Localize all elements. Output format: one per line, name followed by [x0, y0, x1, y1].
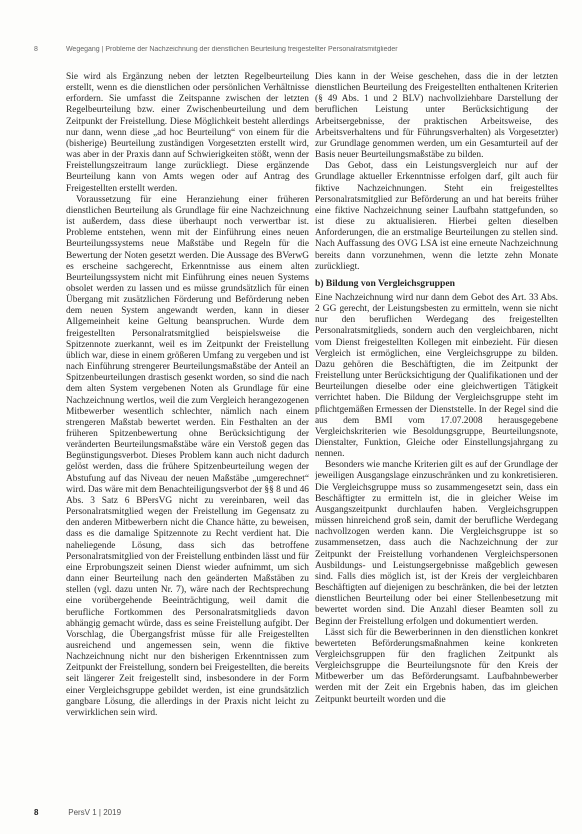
right-paragraph-1: Dies kann in der Weise geschehen, dass die in der letzten dienstlichen Beurteilung des Freigestellten enthaltenen Kriterien (§ 49 Abs. 1 und 2 BLV) nachvollziehbare Darstellung der beruflichen Leistung unter Berücksichtigung der Arbeitsergebnisse, der praktischen Arbeitsweise, des Arbeitsverhaltens und für Führungsverhalten) als Vorgesetzter) zur Grundlage genommen werden, um ein Gesamturteil auf der Basis neuer Beurteilungsmaßstäbe zu bilden.	[315, 72, 558, 161]
right-paragraph-2: Das Gebot, dass ein Leistungsvergleich nur auf der Grundlage aktueller Erkenntnisse erfolgen darf, gilt auch für fiktive Nachzeichnungen. Steht ein freigestelltes Personalratsmitglied zur Beförderung an und hat bereits früher eine fiktive Nachzeichnung seiner Laufbahn stattgefunden, so ist diese zu aktualisieren. Hierbei gelten dieselben Anforderungen, die an erstmalige Beurteilungen zu stellen sind. Nach Auffassung des OVG LSA ist eine erneute Nachzeichnung bereits dann vorzunehmen, wenn die letzte zehn Monate zurückliegt.	[315, 161, 558, 272]
footer-page-number: 8	[34, 808, 39, 817]
right-paragraph-5: Lässt sich für die Bewerberinnen in den dienstlichen konkret bewerteten Beförderungsmaßnahmen keine konkreten Vergleichsgruppen für den fraglichen Zeitpunkt als Vergleichsgruppe die Beurteilungsnote für den Kreis der Mitbewerber um das Beförderungsamt. Laufbahnbewerber werden mit der Zeit ein Ergebnis haben, das im gleichen Zeitpunkt beurteilt worden und die	[315, 627, 558, 705]
running-header	[34, 46, 546, 58]
right-paragraph-3: Eine Nachzeichnung wird nur dann dem Gebot des Art. 33 Abs. 2 GG gerecht, der Leistungsbesten zu ermitteln, wenn sie nicht nur den beruflichen Werdegang des freigestellten Personalratsmitglieds, sondern auch den vergleichbaren, nicht vom Dienst freigestellten Kollegen mit einbezieht. Für diesen Vergleich ist ermöglichen, eine Vergleichsgruppe zu bilden. Dazu gehören die Beschäftigten, die im Zeitpunkt der Freistellung unter Berücksichtigung der Qualifikationen und der Beurteilungen dieselbe oder eine gleichwertigen Tätigkeit verrichtet haben. Die Bildung der Vergleichsgruppe steht im pflichtgemäßen Ermessen der Dienststelle. In der Regel sind die aus dem BMI vom 17.07.2008 herausgegebene Vergleichskriterien wie Besoldungsgruppe, Beurteilungsnote, Dienstalter, Funktion, Gleiche oder Einstellungsjahrgang zu nennen.	[315, 292, 558, 460]
right-column	[315, 72, 558, 798]
footer-journal: PersV 1 | 2019	[68, 808, 122, 817]
left-paragraph-2: Voraussetzung für eine Heranziehung einer früheren dienstlichen Beurteilung als Grundlage für eine Nachzeichnung ist außerdem, dass diese überhaupt noch verwertbar ist. Probleme entstehen, wenn mit der Einführung eines neuen Beurteilungssystems neue Maßstäbe und Regeln für die Bewertung der Noten gesetzt werden. Die Aussage des BVerwG es erscheine sachgerecht, Erkenntnisse aus einem alten Beurteilungssystem nicht mit Einführung eines neuen Systems obsolet werden zu lassen und es müsse grundsätzlich für einen Übergang mit zusätzlichen Förderung und Beförderung neben dem neuen System angewandt werden, kann in dieser Allgemeinheit keine Geltung beanspruchen. Wurde dem freigestellten Personalratsmitglied beispielsweise die Spitzennote zuerkannt, weil es im Zeitpunkt der Freistellung üblich war, diese in einem größeren Umfang zu vergeben und ist nach Einführung strengerer Beurteilungsmaßstäbe der Anteil an Spitzenbeurteilungen drastisch gesenkt worden, so sind die nach dem alten System vergebenen Noten als Grundlage für eine Nachzeichnung wertlos, weil die zum Vergleich herangezogenen Mitbewerber wesentlich schlechter, nämlich nach einem strengeren Maßstab bewertet werden. Ein Festhalten an der früheren Spitzenbewertung ohne Berücksichtigung der veränderten Beurteilungsmaßstäbe wäre ein Verstoß gegen das Begünstigungsverbot. Dieses Problem kann auch nicht dadurch gelöst werden, dass die frühere Spitzenbeurteilung wegen der Abstufung auf das Niveau der neuen Maßstäbe „umgerechnet“ wird. Das wäre mit dem Benachteiligungsverbot der §§ 8 und 46 Abs. 3 Satz 6 BPersVG nicht zu vereinbaren, weil das Personalratsmitglied wegen der Freistellung im Gegensatz zu den anderen Mitbewerbern nicht die Chance hätte, zu beweisen, dass es die damalige Spitzennote zu Recht verdient hat. Die naheliegende Lösung, dass sich das betroffene Personalratsmitglied von der Freistellung entbinden lässt und für eine Erprobungszeit seinen Dienst wieder aufnimmt, um sich dann einer Beurteilung nach den geänderten Maßstäben zu stellen (vgl. dazu unten Nr. 7), wäre nach der Rechtsprechung eine vorübergehende Beeinträchtigung, weil damit die berufliche Fortkommen des Personalratsmitglieds davon abhängig gemacht würde, dass es seine Freistellung aufgibt. Der Vorschlag, die Übergangsfrist müsse für alle Freigestellten ausreichend und angemessen sein, wenn die fiktive Nachzeichnung nicht nur den bisherigen Erkenntnissen zum Zeitpunkt der Freistellung, sondern bei Freigestellten, die bereits seit längerer Zeit freigestellt sind, insbesondere in der Form einer Vergleichsgruppe gebildet werden, ist eine grundsätzlich gangbare Lösung, die allerdings in der Praxis nicht leicht zu verwirklichen sein wird.	[66, 194, 309, 718]
page-footer	[34, 808, 546, 820]
right-paragraph-4: Besonders wie manche Kriterien gilt es auf der Grundlage der jeweiligen Ausgangslage einzuschränken und zu konkretisieren. Die Vergleichsgruppe muss so zusammengesetzt sein, dass ein Beschäftigter zu ermitteln ist, die in gleicher Weise im Ausgangszeitpunkt durchlaufen haben. Vergleichsgruppen müssen hinreichend groß sein, damit der berufliche Werdegang nachvollzogen werden kann. Die Vergleichsgruppe ist so zusammensetzen, dass auch die Nachzeichnung der zur Zeitpunkt der Freistellung vorhandenen Vergleichspersonen Ausbildungs- und Leistungsergebnisse maßgeblich gewesen sind. Falls dies möglich ist, ist der Kreis der vergleichbaren Beschäftigten auf diejenigen zu beschränken, die bei der letzten dienstlichen Beurteilung oder bei einer Stellenbesetzung mit bewertet worden sind. Die Anzahl dieser Beamten soll zu Beginn der Freistellung erfolgen und dokumentiert werden.	[315, 460, 558, 627]
left-column	[66, 72, 309, 798]
section-heading-vergleichsgruppen: b) Bildung von Vergleichsgruppen	[315, 277, 455, 289]
header-running-title: Wegegang | Probleme der Nachzeichnung der dienstlichen Beurteilung freigestellter Personalratsmitglieder	[65, 46, 398, 53]
left-paragraph-1: Sie wird als Ergänzung neben der letzten Regelbeurteilung erstellt, wenn es die dienstlichen oder persönlichen Verhältnisse erfordern. Sie umfasst die Zeitspanne zwischen der letzten Regelbeurteilung bzw. einer Zwischenbeurteilung und dem Zeitpunkt der Freistellung. Diese Möglichkeit besteht allerdings nur dann, wenn diese „ad hoc Beurteilung“ von einem für die (bisherige) Beurteilung zuständigen Vorgesetzten erstellt wird, was aber in der Praxis dann auf Schwierigkeiten stößt, wenn der Freistellungszeitraum lange zurückliegt. Diese ergänzende Beurteilung kann von Amts wegen oder auf Antrag des Freigestellten erstellt werden.	[66, 72, 309, 194]
header-page-marker: 8	[34, 46, 38, 53]
